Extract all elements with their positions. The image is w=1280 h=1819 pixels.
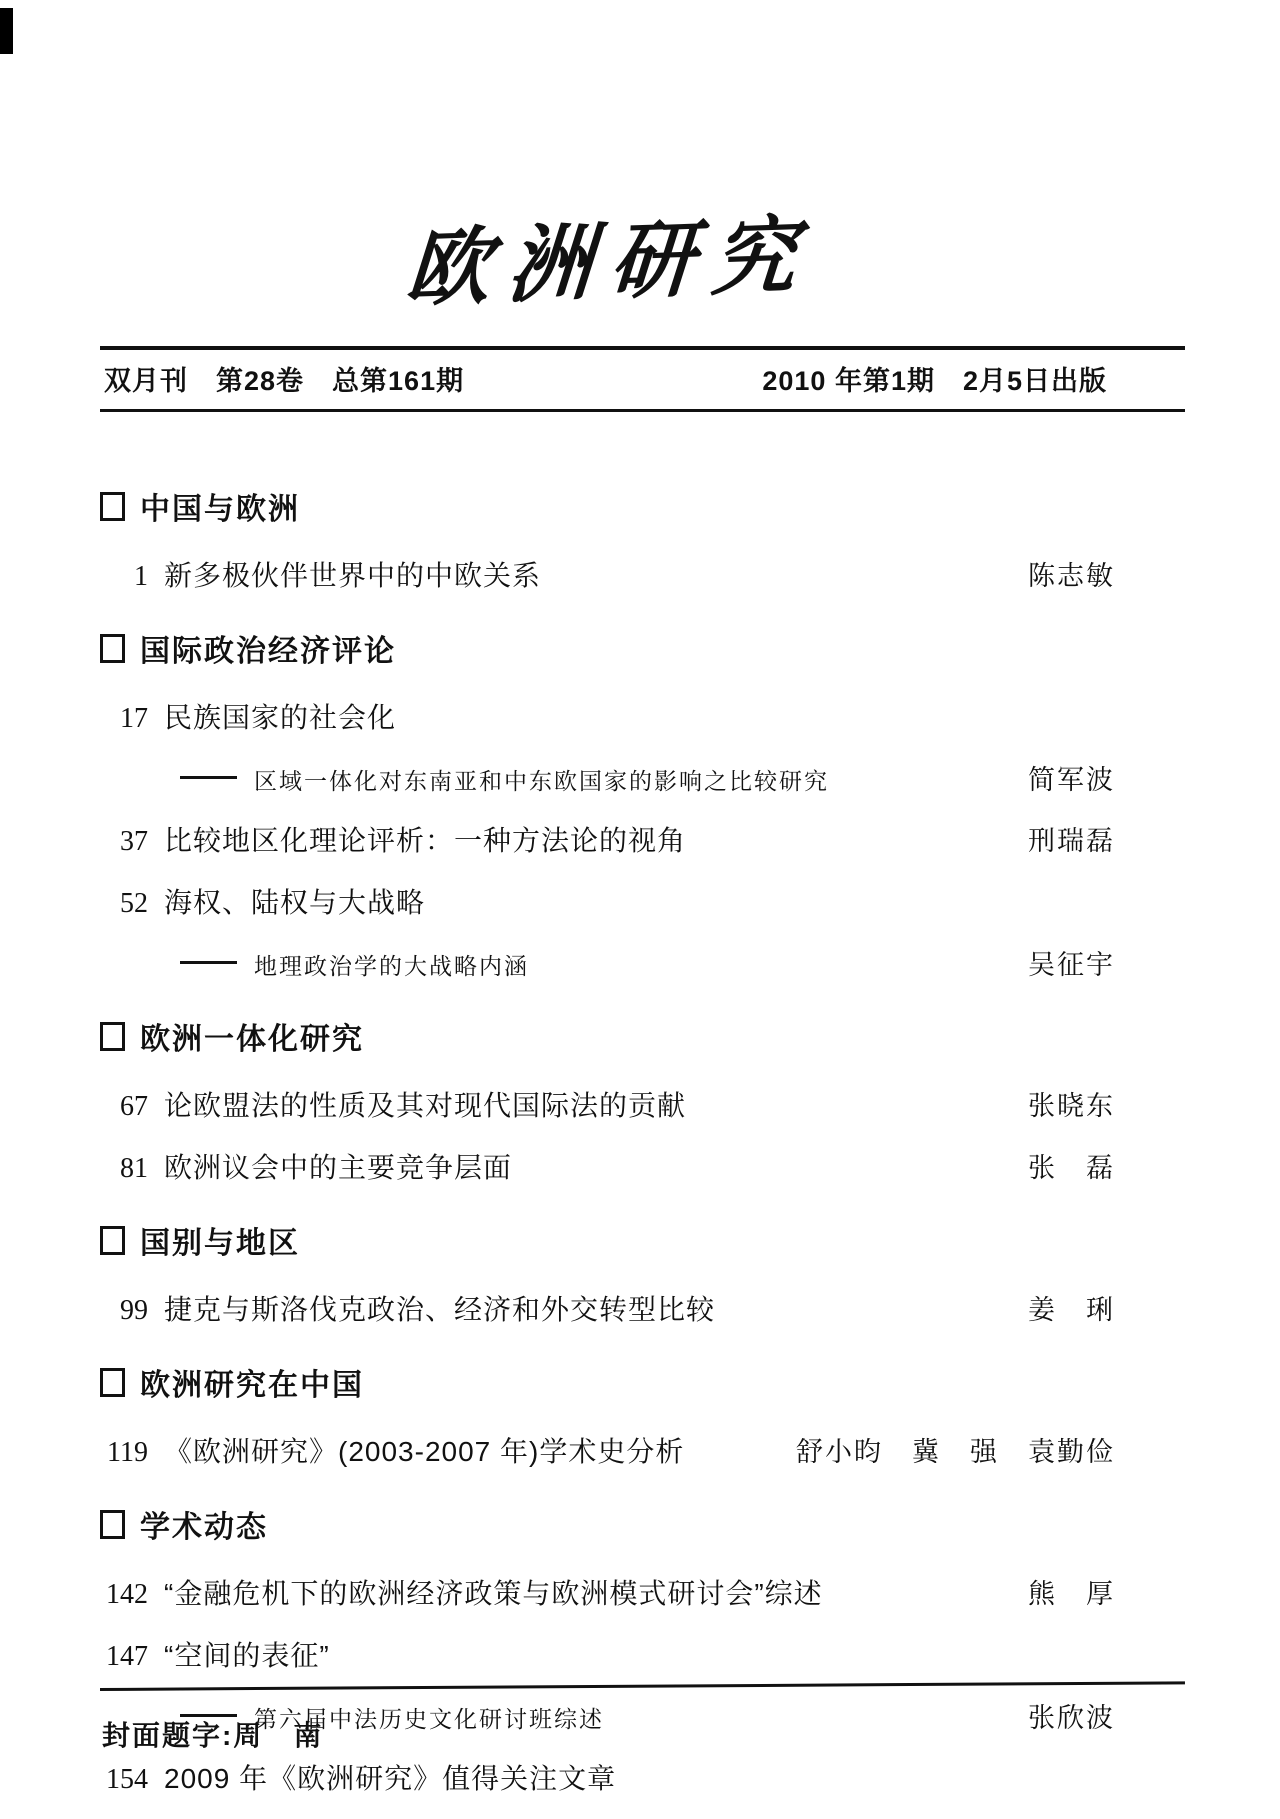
toc-article-row — [100, 1757, 1115, 1797]
author-name: 张欣波 — [1028, 1703, 1115, 1733]
article-title: 2009 年《欧洲研究》值得关注文章 — [164, 1763, 617, 1794]
section-title: 学术动态 — [140, 1511, 268, 1544]
section-title: 中国与欧洲 — [140, 493, 300, 526]
author-name: 刑瑞磊 — [1028, 826, 1115, 856]
page-number: 99 — [120, 1295, 148, 1326]
toc-article-row — [100, 1634, 1115, 1674]
article-title: 民族国家的社会化 — [164, 702, 397, 733]
toc-article-row — [100, 881, 1115, 921]
author-name: 张 磊 — [1028, 1153, 1115, 1183]
page-number: 1 — [134, 561, 148, 592]
toc-section-header — [100, 1218, 1115, 1262]
article-title: 论欧盟法的性质及其对现代国际法的贡献 — [164, 1090, 687, 1121]
toc-article-row — [100, 1146, 1115, 1186]
article-title: 新多极伙伴世界中的中欧关系 — [164, 560, 542, 591]
masthead — [0, 204, 1280, 319]
page-number: 142 — [106, 1579, 148, 1610]
author-name: 张晓东 — [1028, 1091, 1115, 1121]
author-name: 舒小昀 冀 强 袁勤俭 — [796, 1437, 1115, 1467]
article-title: 捷克与斯洛伐克政治、经济和外交转型比较 — [164, 1294, 716, 1325]
toc-article-row — [100, 1572, 1115, 1612]
article-title: “空间的表征” — [164, 1640, 330, 1671]
page-number: 154 — [106, 1764, 148, 1795]
toc-article-row — [100, 1430, 1115, 1470]
toc-section-header — [100, 1502, 1115, 1546]
section-checkbox-icon — [100, 492, 125, 521]
toc-list — [100, 452, 1115, 1819]
author-name: 吴征宇 — [1028, 950, 1115, 980]
section-checkbox-icon — [100, 1510, 125, 1539]
subtitle-text: 地理政治学的大战略内涵 — [254, 954, 529, 980]
article-title: 比较地区化理论评析：一种方法论的视角 — [164, 825, 687, 856]
em-dash — [180, 961, 237, 964]
issue-info-band — [100, 346, 1185, 412]
toc-article-row — [100, 1288, 1115, 1328]
toc-article-subtitle — [100, 943, 1115, 982]
article-title: 海权、陆权与大战略 — [164, 887, 426, 918]
section-title: 国际政治经济评论 — [140, 635, 396, 668]
section-checkbox-icon — [100, 1226, 125, 1255]
toc-section-header — [100, 1014, 1115, 1058]
article-title: “金融危机下的欧洲经济政策与欧洲模式研讨会”综述 — [164, 1578, 823, 1609]
page-number: 52 — [120, 888, 148, 919]
scan-artifact — [0, 8, 13, 54]
subtitle-text: 区域一体化对东南亚和中东欧国家的影响之比较研究 — [254, 769, 829, 795]
section-checkbox-icon — [100, 1022, 125, 1051]
issue-info-right: 2010 年第1期 2月5日出版 — [762, 366, 1107, 396]
toc-article-row — [100, 819, 1115, 859]
author-name: 简军波 — [1028, 765, 1115, 795]
page-number: 67 — [120, 1091, 148, 1122]
page-number: 37 — [120, 826, 148, 857]
cover-calligraphy-credit: 封面题字:周 南 — [102, 1720, 324, 1751]
author-name: 熊 厚 — [1028, 1579, 1115, 1609]
article-title: 《欧洲研究》(2003-2007 年)学术史分析 — [164, 1436, 685, 1467]
section-checkbox-icon — [100, 1368, 125, 1397]
toc-section-header — [100, 626, 1115, 670]
section-title: 国别与地区 — [140, 1227, 300, 1260]
page-number: 17 — [120, 703, 148, 734]
toc-article-row — [100, 1084, 1115, 1124]
em-dash — [180, 776, 237, 779]
section-title: 欧洲一体化研究 — [140, 1023, 364, 1056]
author-name: 陈志敏 — [1028, 561, 1115, 591]
journal-title-calligraphy: 欧洲研究 — [402, 204, 818, 319]
page-number: 147 — [106, 1641, 148, 1672]
section-title: 欧洲研究在中国 — [140, 1369, 364, 1402]
toc-section-header — [100, 484, 1115, 528]
article-title: 欧洲议会中的主要竞争层面 — [164, 1152, 513, 1183]
issue-info-left: 双月刊 第28卷 总第161期 — [104, 366, 465, 396]
toc-article-row — [100, 554, 1115, 594]
subtitle-text: 第六届中法历史文化研讨班综述 — [254, 1707, 604, 1733]
toc-article-subtitle — [100, 758, 1115, 797]
toc-article-row — [100, 696, 1115, 736]
section-checkbox-icon — [100, 634, 125, 663]
page-number: 81 — [120, 1153, 148, 1184]
toc-section-header — [100, 1360, 1115, 1404]
author-name: 姜 琍 — [1028, 1295, 1115, 1325]
page-number: 119 — [107, 1437, 148, 1468]
